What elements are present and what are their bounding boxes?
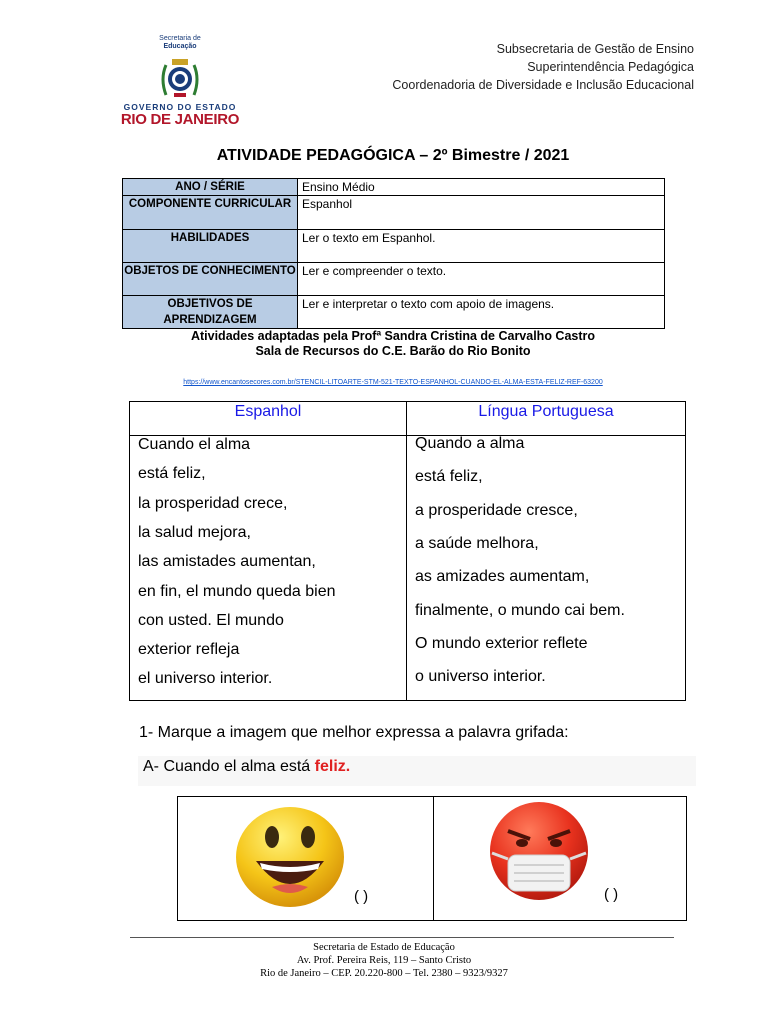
footer-secretaria: Secretaria de Estado de Educação (313, 942, 455, 953)
angry-mask-emoji-icon[interactable] (486, 801, 592, 901)
question-a (143, 758, 350, 776)
info-row (123, 196, 665, 230)
info-row (123, 263, 665, 296)
header-espanhol: Espanhol (234, 403, 302, 420)
logo-estado-text: RIO DE JANEIRO (120, 111, 240, 128)
header-superintendencia: Superintendência Pedagógica (527, 60, 694, 74)
logo-governo-text: GOVERNO DO ESTADO (123, 102, 237, 112)
question-a-underlined-word: feliz. (314, 758, 351, 775)
state-logo (116, 33, 244, 129)
spanish-line: exterior refleja (138, 641, 240, 659)
header-coordenadoria: Coordenadoria de Diversidade e Inclusão Educacional (392, 78, 694, 92)
page-title: ATIVIDADE PEDAGÓGICA – 2º Bimestre / 2021 (216, 147, 570, 164)
portuguese-line: as amizades aumentam, (415, 568, 590, 586)
header-subsecretaria: Subsecretaria de Gestão de Ensino (496, 42, 694, 56)
logo-secretaria-line1: Secretaria de (159, 35, 201, 42)
text-comparison-table (129, 401, 686, 701)
credit-teacher: Atividades adaptadas pela Profª Sandra Cristina de Carvalho Castro (190, 329, 596, 343)
portuguese-line: está feliz, (415, 468, 483, 486)
info-table (122, 178, 665, 329)
info-row (123, 230, 665, 263)
spanish-line: en fin, el mundo queda bien (138, 582, 336, 600)
portuguese-line: O mundo exterior reflete (415, 634, 588, 652)
footer-divider (130, 937, 674, 938)
header-portuguesa: Língua Portuguesa (478, 403, 614, 420)
footer-address: Av. Prof. Pereira Reis, 119 – Santo Cristo (296, 955, 472, 966)
info-label: HABILIDADES (123, 230, 298, 263)
spanish-line: las amistades aumentan, (138, 553, 316, 571)
spanish-line: está feliz, (138, 465, 206, 483)
info-value: Ler e interpretar o texto com apoio de imagens. (298, 296, 665, 329)
info-label: COMPONENTE CURRICULAR (123, 196, 298, 230)
column-divider (406, 402, 407, 700)
info-label: ANO / SÉRIE (123, 179, 298, 196)
happy-emoji-icon[interactable] (234, 803, 346, 909)
info-value: Ensino Médio (298, 179, 665, 196)
info-label: OBJETIVOS DE APRENDIZAGEM (123, 296, 298, 329)
question-a-prefix: A- Cuando el alma está (143, 758, 311, 775)
spanish-line: con usted. El mundo (138, 611, 284, 629)
info-value: Espanhol (298, 196, 665, 230)
spanish-line: la salud mejora, (138, 523, 251, 541)
spanish-line: Cuando el alma (138, 436, 251, 453)
info-row (123, 296, 665, 329)
portuguese-line: Quando a alma (415, 435, 525, 452)
options-divider (433, 797, 434, 920)
info-row (123, 179, 665, 196)
spanish-line: el universo interior. (138, 670, 273, 688)
info-label: OBJETOS DE CONHECIMENTO (123, 263, 298, 296)
portuguese-line: o universo interior. (415, 668, 546, 686)
portuguese-line: a saúde melhora, (415, 534, 539, 552)
footer-contact: Rio de Janeiro – CEP. 20.220-800 – Tel. 2380 – 9323/9327 (260, 968, 508, 979)
option-mark-angry[interactable]: ( ) (604, 886, 619, 903)
image-options-table (177, 796, 687, 921)
question-prompt: 1- Marque a imagem que melhor expressa a palavra grifada: (139, 724, 569, 741)
info-value: Ler e compreender o texto. (298, 263, 665, 296)
option-mark-happy[interactable]: ( ) (354, 888, 369, 905)
credit-school: Sala de Recursos do C.E. Barão do Rio Bonito (255, 344, 531, 358)
spanish-line: la prosperidad crece, (138, 494, 288, 512)
portuguese-line: a prosperidade cresce, (415, 501, 578, 519)
info-value: Ler o texto em Espanhol. (298, 230, 665, 263)
portuguese-line: finalmente, o mundo cai bem. (415, 601, 625, 619)
source-link[interactable]: https://www.encantosecores.com.br/STENCIL-LITOARTE-STM-521-TEXTO-ESPANHOL-CUANDO-EL-ALMA-ESTA-FELIZ-REF-63200 (183, 379, 603, 386)
state-seal-icon (158, 55, 202, 101)
logo-secretaria-line2: Educação (163, 43, 197, 50)
